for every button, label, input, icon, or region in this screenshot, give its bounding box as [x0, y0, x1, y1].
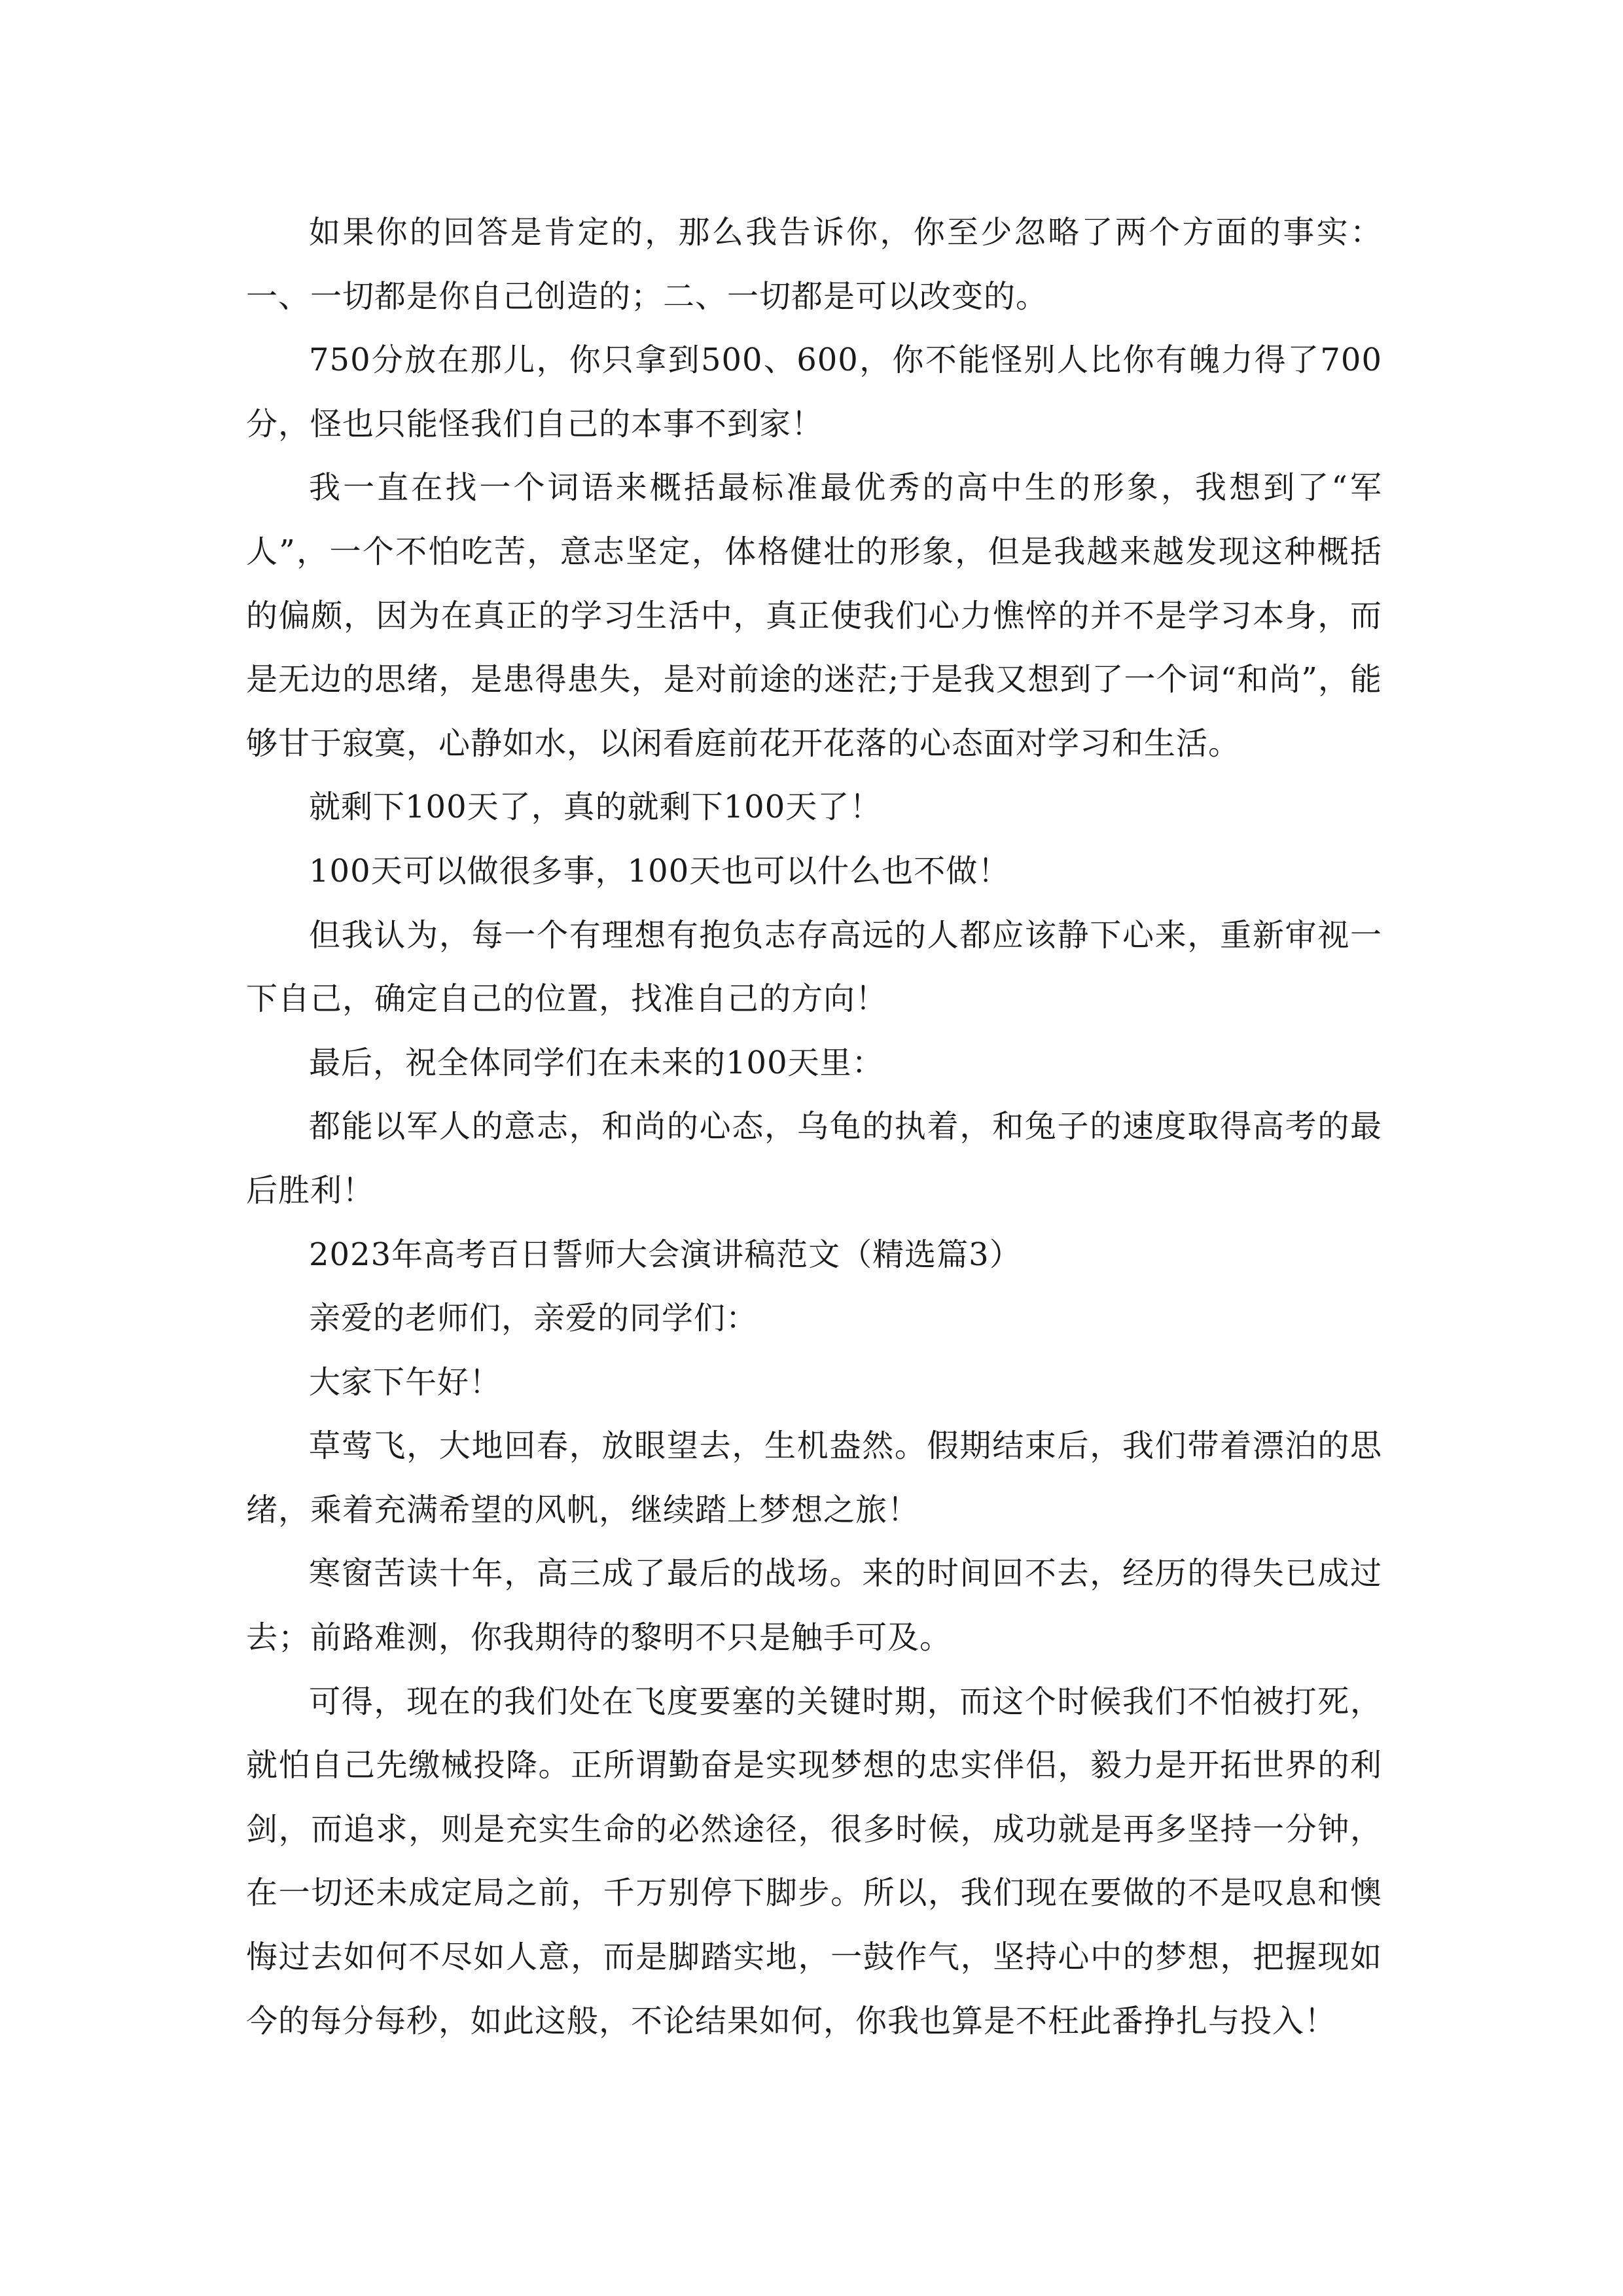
- paragraph: 寒窗苦读十年，高三成了最后的战场。来的时间回不去，经历的得失已成过去；前路难测，你我期待的黎明不只是触手可及。: [246, 1555, 1382, 1657]
- paragraph: 都能以军人的意志，和尚的心态，乌龟的执着，和兔子的速度取得高考的最后胜利！: [246, 1108, 1382, 1209]
- paragraph: 可得，现在的我们处在飞度要塞的关键时期，而这个时候我们不怕被打死，就怕自己先缴械投降。正所谓勤奋是实现梦想的忠实伴侣，毅力是开拓世界的利剑，而追求，则是充实生命的必然途径，很多时候，成功就是再多坚持一分钟，在一切还未成定局之前，千万别停下脚步。所以，我们现在要做的不是叹息和懊悔过去如何不尽如人意，而是脚踏实地，一鼓作气，坚持心中的梦想，把握现如今的每分每秒，如此这般，不论结果如何，你我也算是不枉此番挣扎与投入！: [246, 1683, 1382, 2039]
- paragraph: 草莺飞，大地回春，放眼望去，生机盎然。假期结束后，我们带着漂泊的思绪，乘着充满希望的风帆，继续踏上梦想之旅！: [246, 1427, 1382, 1528]
- paragraph: 但我认为，每一个有理想有抱负志存高远的人都应该静下心来，重新审视一下自己，确定自己的位置，找准自己的方向！: [246, 916, 1382, 1018]
- paragraph: 就剩下100天了，真的就剩下100天了！: [309, 789, 882, 826]
- paragraph: 750分放在那儿，你只拿到500、600，你不能怪别人比你有魄力得了700分，怪也只能怪我们自己的本事不到家！: [246, 342, 1382, 442]
- paragraph: 我一直在找一个词语来概括最标准最优秀的高中生的形象，我想到了“军人”，一个不怕吃苦，意志坚定，体格健壮的形象，但是我越来越发现这种概括的偏颇，因为在真正的学习生活中，真正使我们心力憔悴的并不是学习本身，而是无边的思绪，是患得患失，是对前途的迷茫;于是我又想到了一个词“和尚”，能够甘于寂寞，心静如水，以闲看庭前花开花落的心态面对学习和生活。: [246, 469, 1382, 762]
- paragraph: 最后，祝全体同学们在未来的100天里：: [309, 1044, 884, 1081]
- document-body: [246, 201, 1382, 2053]
- salutation: 亲爱的老师们，亲爱的同学们：: [309, 1300, 758, 1337]
- section-heading: 2023年高考百日誓师大会演讲稿范文（精选篇3）: [309, 1236, 1022, 1273]
- paragraph: 100天可以做很多事，100天也可以什么也不做！: [309, 852, 1010, 889]
- paragraph: 如果你的回答是肯定的，那么我告诉你，你至少忽略了两个方面的事实：一、一切都是你自己创造的；二、一切都是可以改变的。: [246, 214, 1382, 315]
- greeting: 大家下午好！: [309, 1363, 502, 1401]
